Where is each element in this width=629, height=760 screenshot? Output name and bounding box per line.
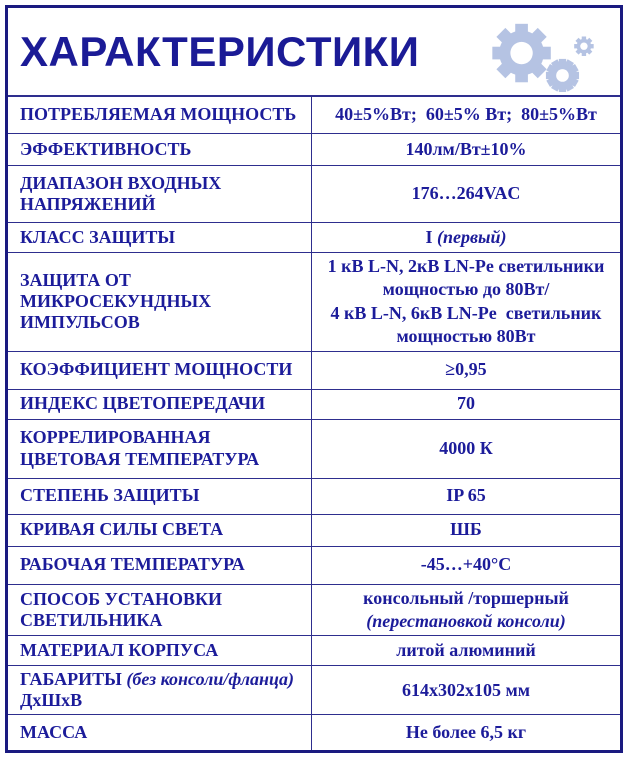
spec-label: КЛАСС ЗАЩИТЫ — [20, 226, 176, 247]
spec-value: 140лм/Вт±10% — [311, 134, 620, 165]
table-row — [8, 351, 620, 389]
table-row — [8, 165, 620, 222]
spec-label: СПОСОБ УСТАНОВКИ СВЕТИЛЬНИКА — [20, 588, 222, 630]
spec-value: 40±5%Вт; 60±5% Вт; 80±5%Вт — [311, 97, 620, 133]
spec-label: ГАБАРИТЫ (без консоли/фланца) ДхШхВ — [20, 669, 295, 711]
table-row — [8, 97, 620, 133]
spec-value: консольный /торшерный (перестановкой консоли) — [311, 585, 620, 636]
spec-label: КОРРЕЛИРОВАННАЯ ЦВЕТОВАЯ ТЕМПЕРАТУРА — [20, 427, 260, 469]
gears-icon — [484, 17, 602, 93]
table-row — [8, 133, 620, 165]
spec-label: КРИВАЯ СИЛЫ СВЕТА — [20, 519, 224, 540]
spec-value: ≥0,95 — [311, 352, 620, 389]
spec-value: -45…+40°С — [311, 547, 620, 584]
table-row — [8, 389, 620, 419]
spec-label: МАТЕРИАЛ КОРПУСА — [20, 640, 219, 661]
page-title: ХАРАКТЕРИСТИКИ — [20, 27, 420, 75]
spec-value: IP 65 — [311, 479, 620, 514]
spec-value: Не более 6,5 кг — [311, 715, 620, 750]
spec-label: РАБОЧАЯ ТЕМПЕРАТУРА — [20, 554, 245, 575]
table-row — [8, 514, 620, 546]
spec-value: 70 — [311, 390, 620, 419]
spec-label: СТЕПЕНЬ ЗАЩИТЫ — [20, 485, 200, 506]
table-row — [8, 635, 620, 665]
spec-panel — [5, 5, 623, 753]
spec-label: ИНДЕКС ЦВЕТОПЕРЕДАЧИ — [20, 393, 266, 414]
spec-value: 4000 К — [311, 420, 620, 478]
table-row — [8, 714, 620, 750]
spec-value: 176…264VAC — [311, 166, 620, 222]
table-row — [8, 252, 620, 351]
spec-label: КОЭФФИЦИЕНТ МОЩНОСТИ — [20, 359, 293, 380]
spec-label: ДИАПАЗОН ВХОДНЫХ НАПРЯЖЕНИЙ — [20, 172, 222, 214]
spec-label: МАССА — [20, 722, 88, 743]
header — [8, 8, 620, 97]
spec-table — [8, 97, 620, 750]
spec-value: 614х302х105 мм — [311, 666, 620, 714]
spec-value: литой алюминий — [311, 636, 620, 665]
spec-value: ШБ — [311, 515, 620, 546]
spec-value: 1 кВ L-N, 2кВ LN-Pe светильники мощностью до 80Вт/ 4 кВ L-N, 6кВ LN-Pe светильник мощностью 80Вт — [311, 253, 620, 351]
spec-label: ЭФФЕКТИВНОСТЬ — [20, 138, 192, 159]
table-row — [8, 546, 620, 584]
spec-label: ЗАЩИТА ОТ МИКРОСЕКУНДНЫХ ИМПУЛЬСОВ — [20, 269, 212, 333]
table-row — [8, 584, 620, 636]
table-row — [8, 419, 620, 478]
table-row — [8, 665, 620, 714]
table-row — [8, 478, 620, 514]
table-row — [8, 222, 620, 252]
spec-value: I (первый) — [311, 223, 620, 252]
spec-label: ПОТРЕБЛЯЕМАЯ МОЩНОСТЬ — [20, 104, 297, 125]
